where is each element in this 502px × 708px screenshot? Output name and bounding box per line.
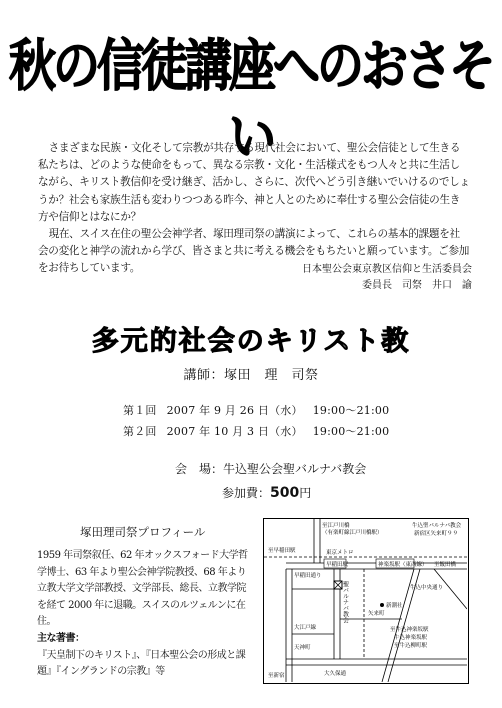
fee-amount: 500 <box>270 485 300 501</box>
session-date: 2007 年 9 月 26 日（水） <box>166 404 303 417</box>
map-label-tenjin: 天神町 <box>294 645 311 651</box>
map-label-kagurazaka-station: 神楽坂駅（東西線） <box>378 562 428 568</box>
intro-text <box>38 140 470 278</box>
sign-chair: 委員長 司祭 井口 諭 <box>362 280 472 291</box>
map-label-metro: 東京メトロ <box>326 550 354 556</box>
map-label-oedo-line: 大江戸線 <box>294 625 317 631</box>
works-heading: 主な著書： <box>37 632 85 644</box>
map-label-to-ushigome-yanagicho: 至牛込柳町駅 <box>394 643 428 649</box>
works-list: 『天皇制下のキリスト』、『日本聖公会の形成と課題』『イングランドの宗教』等 <box>37 649 246 678</box>
map-label-wasedadori: 早稲田通り <box>294 573 322 579</box>
map-label-yaraicho: 矢来町 <box>368 611 385 617</box>
map-label-to-ushigome-kagurazaka: 至牛込神楽坂駅 <box>390 627 429 633</box>
session-1 <box>123 402 399 418</box>
profile-title: 塚田理司祭プロフィール <box>80 525 206 539</box>
map-label-church-side: 聖バルナバ教会 <box>341 581 349 623</box>
session-time: 19:00～21:00 <box>312 425 390 438</box>
map-label-ushigome-chuo: 牛込中央通り <box>410 585 444 591</box>
session-2 <box>123 423 399 439</box>
fee-unit: 円 <box>299 486 312 500</box>
session-number: 第１回 <box>123 404 157 417</box>
map-label-shinchosha: 新潮社 <box>386 603 403 609</box>
map-label-ushigome-kagurazaka: 牛込神楽坂駅 <box>394 635 428 641</box>
fee <box>222 484 311 501</box>
map-label-waseda-st: 至早稲田駅 <box>268 548 296 554</box>
lecture-title: 多元的社会のキリスト教 <box>91 326 411 357</box>
venue: 会 場：牛込聖公会聖バルナバ教会 <box>175 462 367 476</box>
sign-organization: 日本聖公会東京教区信仰と生活委員会 <box>302 264 472 275</box>
session-date: 2007 年 10 月 3 日（水） <box>166 425 303 438</box>
map-label-to-shinjuku: 至新宿 <box>268 673 285 679</box>
access-map <box>263 518 469 684</box>
map-church-name: 牛込聖バルナバ教会 <box>412 523 462 529</box>
intro-paragraph-1: さまざまな民族・文化そして宗教が共存する現代社会において、聖公会信徒として生きる私たちは、どのような使命をもって、異なる宗教・文化・生活様式をもつ人々と共に生活しながら、キリスト教信仰を受け継ぎ、活かし、さらに、次代へどう引き継いでいけるのでしょうか？社会も家族生活も変わりつつある昨今、神と人とのために奉仕する聖公会信徒の生き方や信仰とはなにか？ <box>38 142 470 223</box>
page-headline: 秋の信徒講座へのおさそい <box>9 34 493 171</box>
session-number: 第２回 <box>123 425 157 438</box>
map-label-edogawabashi-line: （有楽町線江戸川橋駅） <box>322 530 383 536</box>
map-label-waseda: 早稲田駅 <box>326 562 349 568</box>
fee-label: 参加費： <box>222 486 271 500</box>
map-label-okubo-dori: 大久保通 <box>324 671 347 677</box>
map-label-kaitaibashi: 至飯田橋 <box>434 562 457 568</box>
lecturer-name: 講師：塚田 理 司祭 <box>183 368 319 383</box>
map-label-edogawabashi: 至江戸川橋 <box>322 523 350 529</box>
map-church-address: 新宿区矢来町９９ <box>414 531 459 537</box>
profile-bio: 1959 年司祭叙任、62 年オックスフォード大学哲学博士、63 年より聖公会神学院教授、68 年より立教大学文学部教授、文学部長、総長、立教学院を経て 2000 年に退職。スイスのルツェルンに在住。 <box>37 550 248 628</box>
intro-paragraph-2: 現在、スイス在住の聖公会神学者、塚田理司祭の講演によって、これらの基本的課題を社会の変化と神学の流れから学び、皆さまと共に考える機会をもちたいと願っています。ご参加をお待ちしています。 <box>38 228 470 275</box>
profile-body <box>37 548 252 681</box>
session-time: 19:00～21:00 <box>312 404 390 417</box>
